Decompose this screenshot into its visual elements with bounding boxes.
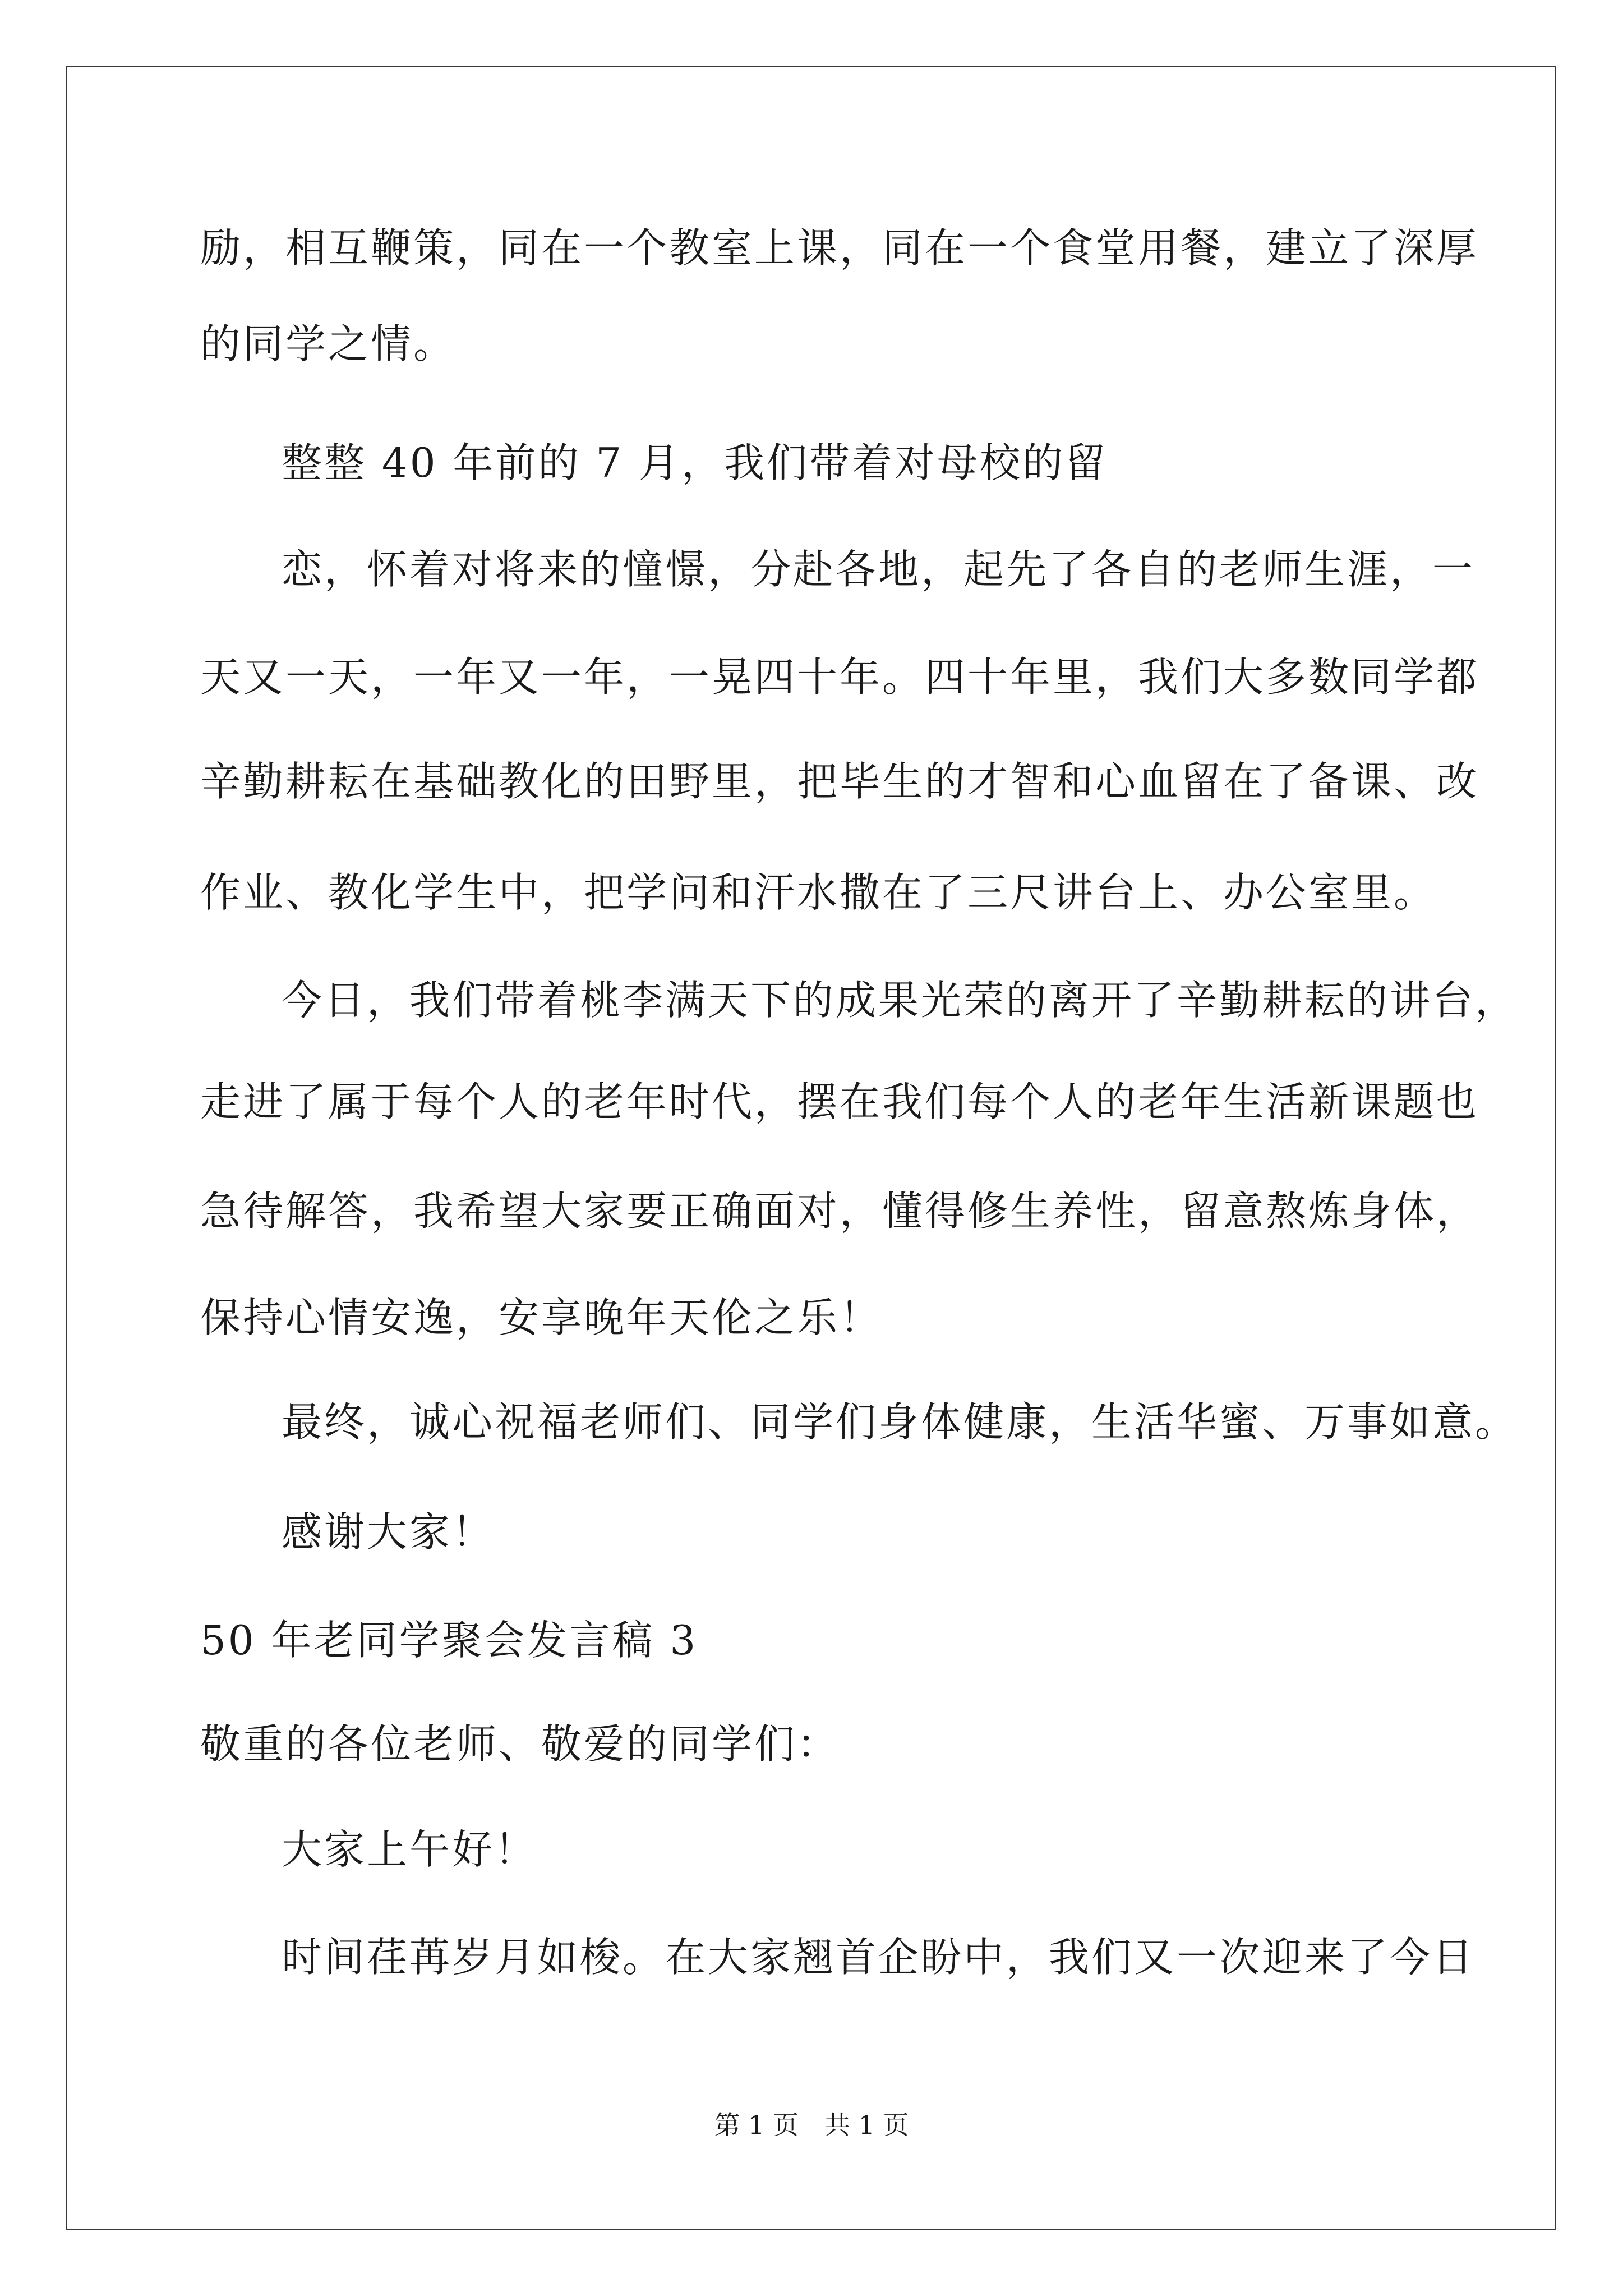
body-text-line: 励，相互鞭策，同在一个教室上课，同在一个食堂用餐，建立了深厚 [200, 224, 1479, 272]
page-frame [66, 66, 1556, 2230]
body-text-line: 敬重的各位老师、敬爱的同学们： [200, 1720, 840, 1768]
body-text-line: 恋，怀着对将来的憧憬，分赴各地，起先了各自的老师生涯，一 [282, 546, 1476, 593]
body-text-line: 时间荏苒岁月如梭。在大家翘首企盼中，我们又一次迎来了今日 [282, 1934, 1476, 1981]
body-text-line: 走进了属于每个人的老年时代，摆在我们每个人的老年生活新课题也 [200, 1078, 1479, 1125]
body-text-line: 整整 40 年前的 7 月，我们带着对母校的留 [282, 439, 1108, 486]
body-text-line: 今日，我们带着桃李满天下的成果光荣的离开了辛勤耕耘的讲台， [282, 977, 1518, 1024]
body-text-line: 作业、教化学生中，把学问和汗水撒在了三尺讲台上、办公室里。 [200, 869, 1437, 916]
body-text-line: 感谢大家！ [282, 1508, 495, 1556]
body-text-line: 的同学之情。 [200, 320, 457, 367]
page-number-footer: 第 1 页 共 1 页 [714, 2110, 909, 2140]
body-text-line: 最终，诚心祝福老师们、同学们身体健康，生活华蜜、万事如意。 [282, 1398, 1518, 1446]
body-text-line: 保持心情安逸，安享晚年天伦之乐！ [200, 1294, 883, 1341]
body-text-line: 辛勤耕耘在基础教化的田野里，把毕生的才智和心血留在了备课、改 [200, 758, 1479, 805]
section-heading: 50 年老同学聚会发言稿 3 [200, 1617, 698, 1664]
body-text-line: 急待解答，我希望大家要正确面对，懂得修生养性，留意熬炼身体， [200, 1188, 1479, 1235]
body-text-line: 大家上午好！ [282, 1826, 538, 1873]
body-text-line: 天又一天，一年又一年，一晃四十年。四十年里，我们大多数同学都 [200, 654, 1479, 701]
